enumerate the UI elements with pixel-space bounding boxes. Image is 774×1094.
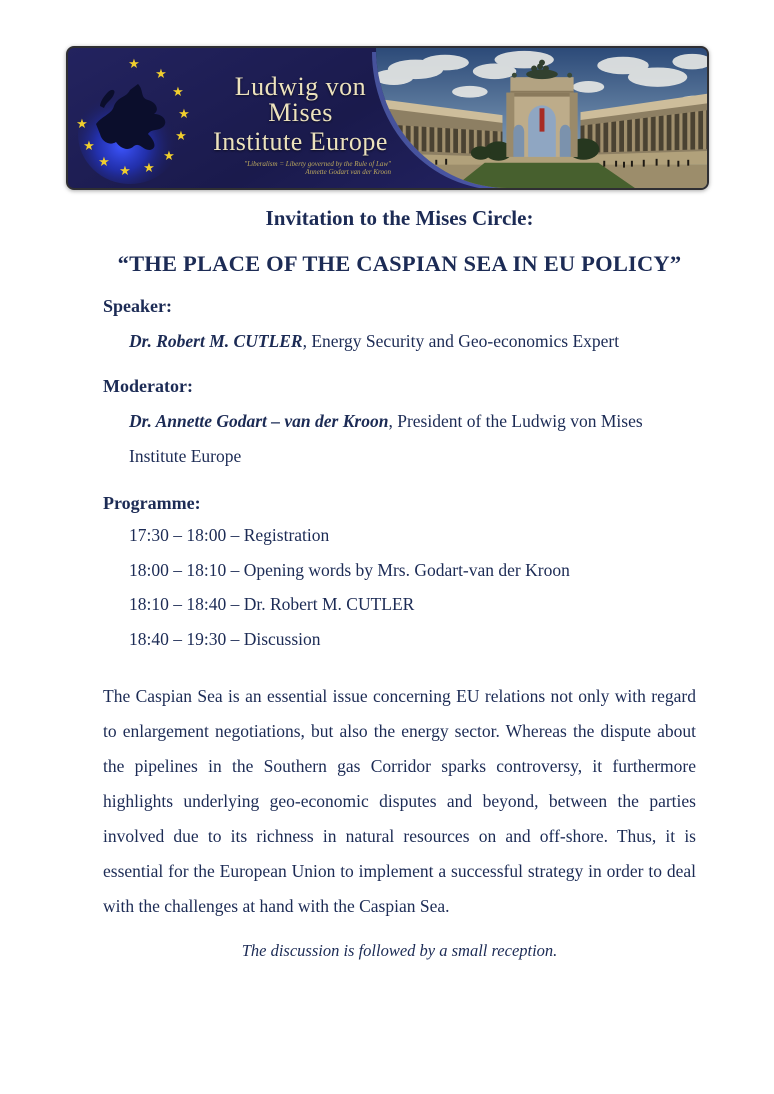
moderator-section [103,373,696,474]
speaker-name: Dr. Robert M. CUTLER [129,331,303,351]
svg-text:★: ★ [155,67,167,82]
body-paragraph: The Caspian Sea is an essential issue concerning EU relations not only with regard to enlargement negotiations, but also the energy sector. Whereas the dispute about the pipelines in the Southern gas Corridor sparks controversy, it furthermore highlights underlying geo-economic disputes and beyond, between the parties involved due to its richness in natural resources on and off-shore. Thus, it is essential for the European Union to implement a successful strategy in order to deal with the challenges at hand with the Caspian Sea. [103,686,696,916]
moderator-description: , President of the Ludwig von Mises Institute Europe [129,411,643,466]
tagline-author: Annette Godart van der Kroon [305,168,391,176]
programme-label: Programme: [103,493,201,513]
programme-section [103,490,696,656]
speaker-label: Speaker: [103,296,172,316]
speaker-section [103,293,696,359]
org-name-line2: Institute Europe [213,127,388,156]
programme-item-opening-words: 18:00 – 18:10 – Opening words by Mrs. Godart-van der Kroon [129,559,570,580]
programme-item-discussion: 18:40 – 19:30 – Discussion [129,628,321,649]
svg-text:★: ★ [128,57,140,72]
speaker-line [103,324,696,359]
banner-tagline [208,160,393,176]
event-subject-title: “THE PLACE OF THE CASPIAN SEA IN EU POLICY” [117,251,682,276]
moderator-line [103,404,655,474]
moderator-name: Dr. Annette Godart – van der Kroon [129,411,389,431]
moderator-label: Moderator: [103,376,193,396]
document-content [103,190,696,963]
svg-text:★: ★ [119,164,131,179]
tagline-motto: "Liberalism = Liberty governed by the Rule of Law" [244,160,391,168]
org-name-line1: Ludwig von Mises [234,72,367,127]
svg-text:★: ★ [143,161,155,176]
speaker-description: , Energy Security and Geo-economics Expert [302,331,620,351]
svg-text:★: ★ [175,129,187,144]
svg-text:★: ★ [163,149,175,164]
programme-list [103,518,696,656]
svg-text:★: ★ [178,107,190,122]
red-flag [540,108,545,131]
svg-text:★: ★ [83,139,95,154]
reception-note: The discussion is followed by a small reception. [241,941,558,960]
programme-item-registration: 17:30 – 18:00 – Registration [129,525,330,545]
invitation-title: Invitation to the Mises Circle: [265,206,534,230]
programme-item-speaker-talk: 18:10 – 18:40 – Dr. Robert M. CUTLER [129,594,415,614]
svg-text:★: ★ [172,85,184,100]
banner [66,46,709,190]
svg-text:★: ★ [76,117,88,132]
svg-text:★: ★ [98,155,110,170]
banner-title-block [208,74,393,176]
cinquantenaire-arch-photo [376,48,707,188]
